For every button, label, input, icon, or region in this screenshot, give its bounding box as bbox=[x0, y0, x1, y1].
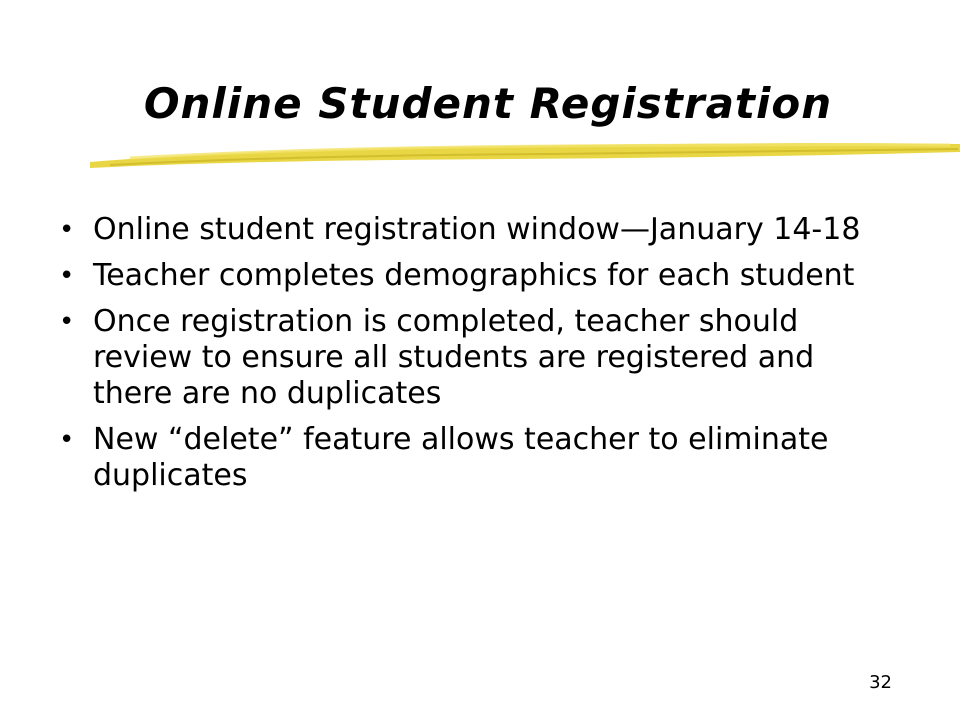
bullet-list bbox=[55, 212, 885, 504]
list-item bbox=[55, 212, 885, 248]
title-brush-stroke bbox=[90, 132, 960, 172]
page-number: 32 bbox=[869, 672, 892, 693]
bullet-dot: • bbox=[59, 425, 75, 455]
bullet-text: Online student registration window—January 14-18 bbox=[93, 212, 861, 247]
bullet-text: Once registration is completed, teacher should review to ensure all students are registered and there are no duplicates bbox=[93, 304, 815, 411]
list-item bbox=[55, 258, 885, 294]
bullet-text: Teacher completes demographics for each student bbox=[93, 258, 855, 293]
slide-title: Online Student Registration bbox=[143, 79, 833, 128]
bullet-dot: • bbox=[59, 215, 75, 245]
bullet-dot: • bbox=[59, 261, 75, 291]
bullet-dot: • bbox=[59, 307, 75, 337]
bullet-text: New “delete” feature allows teacher to eliminate duplicates bbox=[93, 422, 829, 493]
list-item bbox=[55, 422, 885, 494]
list-item bbox=[55, 304, 885, 412]
